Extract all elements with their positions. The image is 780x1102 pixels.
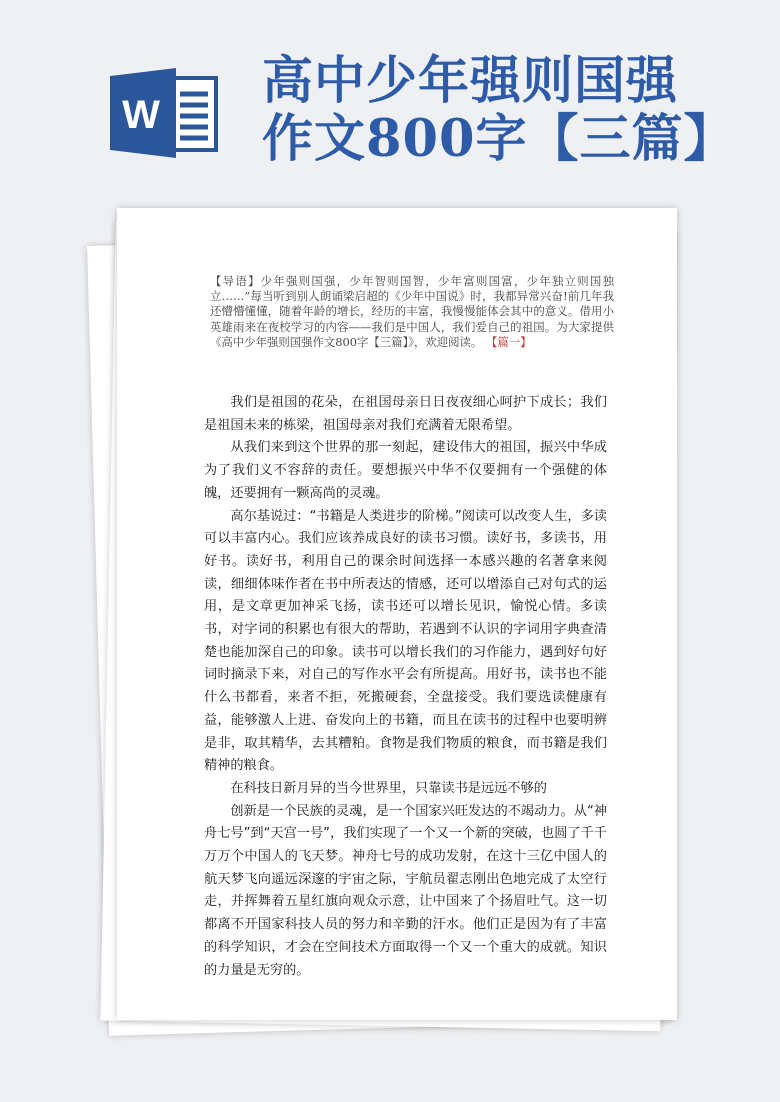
body-paragraph: 从我们来到这个世界的那一刻起，建设伟大的祖国，振兴中华成为了我们义不容辞的责任。要想振兴中华不仅要拥有一个强健的体魄，还要拥有一颗高尚的灵魂。 bbox=[204, 440, 607, 501]
title-line-1: 高中少年强则国强 bbox=[262, 51, 679, 111]
intro-paragraph bbox=[210, 274, 614, 350]
section-marker: 【篇一】 bbox=[485, 334, 532, 349]
title-line-2: 作文800字【三篇】 bbox=[262, 109, 736, 169]
intro-text: 【导语】少年强则国强，少年智则国智，少年富则国富，少年独立则国独立……”每当听到别人朗诵梁启超的《少年中国说》时，我都异常兴奋!前几年我还懵懵懂懂，随着年龄的增长，经历的丰富，我慢慢能体会其中的意义。借用小英雄雨来在夜校学习的内容——我们是中国人，我们爱自己的祖国。为大家提供《高中少年强则国强作文800字【三篇】》，欢迎阅读。 bbox=[210, 274, 614, 349]
header bbox=[0, 0, 780, 200]
body-paragraph: 高尔基说过：“书籍是人类进步的阶梯。”阅读可以改变人生，多读可以丰富内心。我们应该养成良好的读书习惯。读好书，多读书，用好书。读好书，利用自己的课余时间选择一本感兴趣的名著拿来阅读，细细体味作者在书中所表达的情感，还可以增添自己对句式的运用，是文章更加神采飞扬，读书还可以增长见识，愉悦心情。多读书，对字词的积累也有很大的帮助，若遇到不认识的字词用字典查清楚也能加深自己的印象。读书可以增长我们的习作能力，遇到好句好词时摘录下来，对自己的写作水平会有所提高。用好书，读书也不能什么书都看，来者不拒，死搬硬套，全盘接受。我们要选读健康有益，能够激人上进、奋发向上的书籍，而且在读书的过程中也要明辨是非，取其精华，去其糟粕。食物是我们物质的粮食，而书籍是我们精神的粮食。 bbox=[204, 508, 607, 774]
body-paragraph: 创新是一个民族的灵魂，是一个国家兴旺发达的不竭动力。从“神舟七号”到“天宫一号”，我们实现了一个又一个新的突破，也圆了千千万万个中国人的飞天梦。神舟七号的成功发射，在这十三亿中国人的航天梦飞向遥远深邃的宇宙之际，宇航员翟志刚出色地完成了太空行走，并挥舞着五星红旗向观众示意，让中国来了个扬眉吐气。这一切都离不开国家科技人员的努力和辛勤的汗水。他们正是因为有了丰富的科学知识，才会在空间技术方面取得一个又一个重大的成就。知识的力量是无穷的。 bbox=[204, 803, 607, 978]
body-paragraph: 在科技日新月异的当今世界里，只靠读书是远远不够的 bbox=[230, 780, 547, 796]
word-icon-letter: W bbox=[122, 93, 160, 137]
page-title bbox=[262, 52, 762, 168]
word-document-icon bbox=[110, 68, 222, 158]
essay-body bbox=[204, 392, 607, 982]
body-paragraph: 我们是祖国的花朵，在祖国母亲日日夜夜细心呵护下成长；我们是祖国未来的栋梁，祖国母亲对我们充满着无限希望。 bbox=[204, 395, 607, 433]
